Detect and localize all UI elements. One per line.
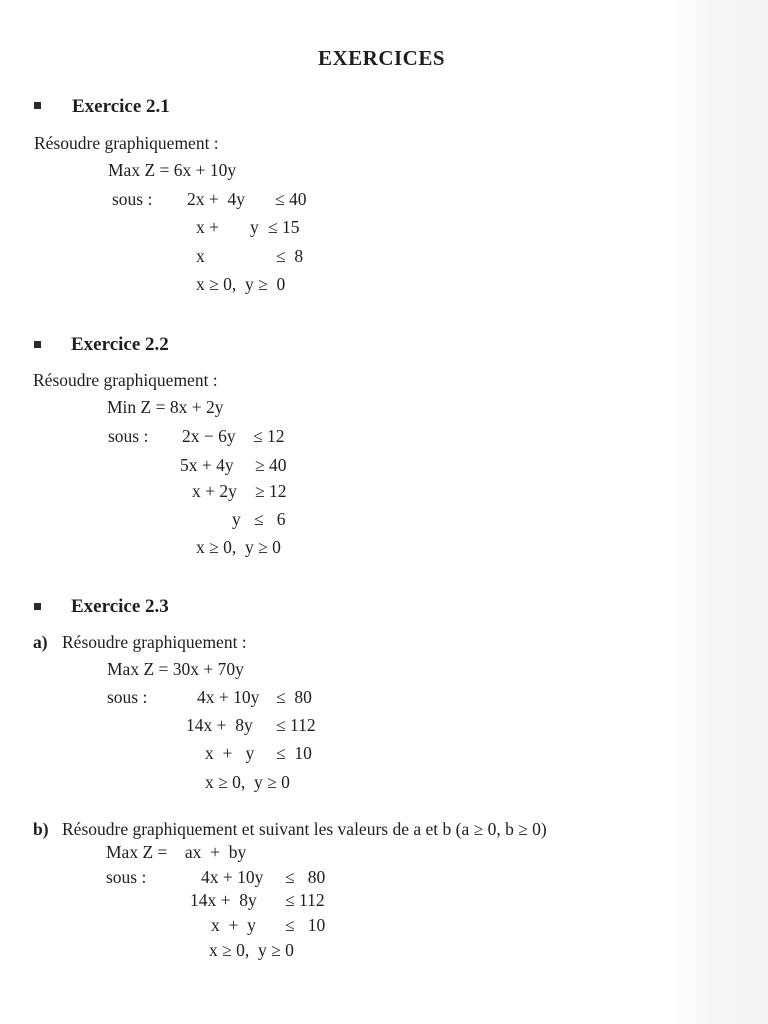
- constraint-lhs: x: [196, 246, 205, 266]
- constraint-lhs-y: y: [250, 217, 259, 237]
- constraint-rhs: ≤ 40: [275, 189, 307, 209]
- constraint-rhs: ≤ 80: [285, 867, 326, 887]
- part-b-label: b): [33, 819, 49, 839]
- bullet-icon: [34, 603, 41, 610]
- bullet-icon: [34, 341, 41, 348]
- constraint-lhs: 2x + 4y: [187, 189, 245, 209]
- constraint-lhs: x + y: [205, 743, 255, 763]
- exercise-2-2-objective: Min Z = 8x + 2y: [107, 397, 224, 417]
- exercise-2-1-intro: Résoudre graphiquement :: [34, 133, 219, 153]
- part-b-objective: Max Z = ax + by: [106, 842, 247, 862]
- constraint-rhs: ≤ 10: [285, 915, 326, 935]
- exercise-2-1-objective: Max Z = 6x + 10y: [108, 160, 237, 180]
- part-a-label: a): [33, 632, 48, 652]
- constraint-lhs: x +: [196, 217, 219, 237]
- constraint-lhs: 5x + 4y: [180, 455, 234, 475]
- constraint-rhs: ≥ 40: [255, 455, 287, 475]
- constraint-rhs: ≤ 6: [254, 509, 286, 529]
- nonnegativity-constraint: x ≥ 0, y ≥ 0: [196, 274, 286, 294]
- exercise-2-2-heading: Exercice 2.2: [71, 334, 169, 355]
- nonnegativity-constraint: x ≥ 0, y ≥ 0: [196, 537, 281, 557]
- part-a-sous: sous :: [107, 687, 148, 707]
- part-b-intro: Résoudre graphiquement et suivant les valeurs de a et b (a ≥ 0, b ≥ 0): [62, 819, 547, 839]
- constraint-rhs: ≤ 10: [276, 743, 312, 763]
- exercise-2-2-sous: sous :: [108, 426, 149, 446]
- nonnegativity-constraint: x ≥ 0, y ≥ 0: [209, 940, 294, 960]
- exercise-2-3-heading: Exercice 2.3: [71, 596, 169, 617]
- constraint-rhs: ≤ 12: [253, 426, 285, 446]
- constraint-lhs: 4x + 10y: [197, 687, 260, 707]
- constraint-lhs: 14x + 8y: [190, 890, 257, 910]
- part-a-intro: Résoudre graphiquement :: [62, 632, 247, 652]
- bullet-icon: [34, 102, 41, 109]
- constraint-rhs: ≤ 15: [268, 217, 300, 237]
- constraint-rhs: ≤ 112: [285, 890, 325, 910]
- constraint-rhs: ≥ 12: [255, 481, 287, 501]
- page-title: EXERCICES: [318, 46, 446, 70]
- constraint-rhs: ≤ 112: [276, 715, 316, 735]
- constraint-lhs: 4x + 10y: [201, 867, 264, 887]
- exercise-2-2-intro: Résoudre graphiquement :: [33, 370, 218, 390]
- exercise-2-1-sous: sous :: [112, 189, 153, 209]
- scan-shadow: [668, 0, 768, 1024]
- constraint-lhs: x + 2y: [192, 481, 237, 501]
- constraint-lhs: y: [232, 509, 241, 529]
- constraint-rhs: ≤ 8: [276, 246, 304, 266]
- exercise-2-1-heading: Exercice 2.1: [72, 96, 170, 117]
- constraint-lhs: 2x − 6y: [182, 426, 236, 446]
- constraint-rhs: ≤ 80: [276, 687, 312, 707]
- constraint-lhs: x + y: [211, 915, 256, 935]
- nonnegativity-constraint: x ≥ 0, y ≥ 0: [205, 772, 290, 792]
- part-b-sous: sous :: [106, 867, 147, 887]
- constraint-lhs: 14x + 8y: [186, 715, 253, 735]
- part-a-objective: Max Z = 30x + 70y: [107, 659, 244, 679]
